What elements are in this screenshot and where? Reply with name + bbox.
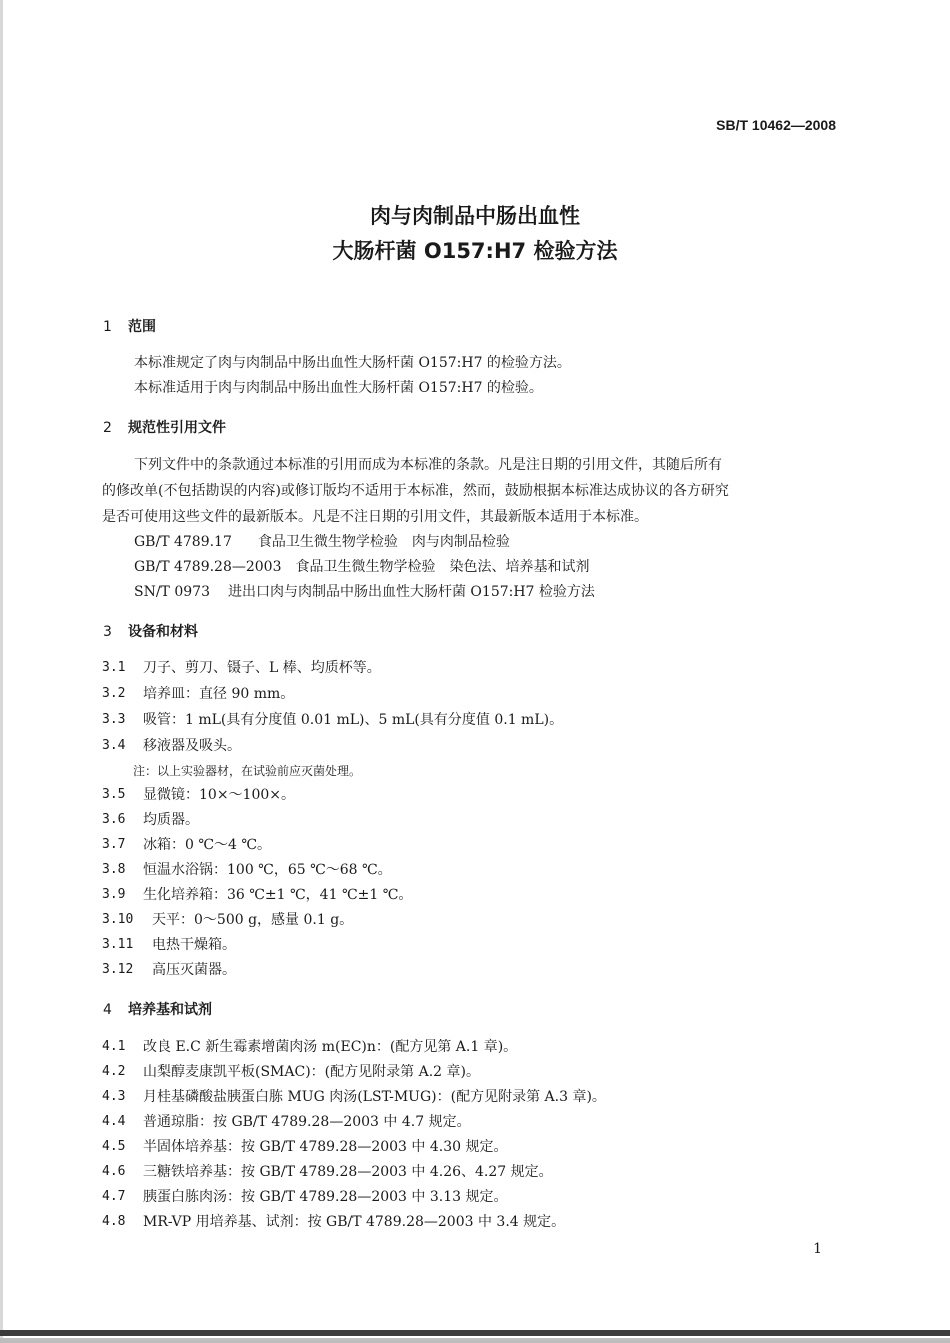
item-number: 4.4 bbox=[102, 1114, 126, 1129]
item-text: 显微镜：10×～100×。 bbox=[143, 787, 295, 803]
item-text: 培养皿：直径 90 mm。 bbox=[143, 686, 295, 702]
section-title: 设备和材料 bbox=[128, 624, 198, 640]
item-number: 4.3 bbox=[102, 1089, 126, 1104]
section-1-para-2: 本标准适用于肉与肉制品中肠出血性大肠杆菌 O157:H7 的检验。 bbox=[134, 380, 543, 396]
section-number: 2 bbox=[103, 420, 112, 436]
item-number: 3.9 bbox=[102, 887, 126, 902]
reference-title: 食品卫生微生物学检验 染色法、培养基和试剂 bbox=[295, 559, 590, 575]
item-number: 4.2 bbox=[102, 1064, 126, 1079]
title-line-1: 肉与肉制品中肠出血性 bbox=[370, 204, 580, 228]
reference-title: 进出口肉与肉制品中肠出血性大肠杆菌 O157:H7 检验方法 bbox=[227, 584, 595, 600]
item-text: MR-VP 用培养基、试剂：按 GB/T 4789.28—2003 中 3.4 规定。 bbox=[143, 1214, 566, 1230]
section-number: 3 bbox=[103, 624, 112, 640]
item-text: 恒温水浴锅：100 ℃，65 ℃～68 ℃。 bbox=[143, 862, 392, 878]
section-1-para-1: 本标准规定了肉与肉制品中肠出血性大肠杆菌 O157:H7 的检验方法。 bbox=[134, 355, 571, 371]
section-2-para-line-1: 下列文件中的条款通过本标准的引用而成为本标准的条款。凡是注日期的引用文件，其随后所有 bbox=[134, 457, 722, 473]
item-text: 半固体培养基：按 GB/T 4789.28—2003 中 4.30 规定。 bbox=[143, 1139, 508, 1155]
reference-item bbox=[0, 557, 950, 577]
section-2-para-line-3: 是否可使用这些文件的最新版本。凡是不注日期的引用文件，其最新版本适用于本标准。 bbox=[102, 509, 648, 525]
item-number: 4.7 bbox=[102, 1189, 126, 1204]
reference-code: GB/T 4789.28—2003 bbox=[134, 559, 282, 575]
page-number: 1 bbox=[813, 1241, 822, 1257]
item-number: 4.6 bbox=[102, 1164, 126, 1179]
reference-title: 食品卫生微生物学检验 肉与肉制品检验 bbox=[257, 534, 510, 550]
item-number: 4.8 bbox=[102, 1214, 126, 1229]
item-text: 电热干燥箱。 bbox=[152, 937, 236, 953]
item-text: 三糖铁培养基：按 GB/T 4789.28—2003 中 4.26、4.27 规定。 bbox=[143, 1164, 553, 1180]
item-number: 3.10 bbox=[102, 912, 134, 927]
item-text: 普通琼脂：按 GB/T 4789.28—2003 中 4.7 规定。 bbox=[143, 1114, 471, 1130]
item-text: 山梨醇麦康凯平板(SMAC)：(配方见附录第 A.2 章)。 bbox=[143, 1064, 480, 1080]
item-text: 刀子、剪刀、镊子、L 棒、均质杯等。 bbox=[143, 660, 381, 676]
reference-code: GB/T 4789.17 bbox=[134, 534, 232, 550]
item-number: 3.1 bbox=[102, 660, 126, 675]
item-number: 3.2 bbox=[102, 686, 126, 701]
item-text: 均质器。 bbox=[143, 812, 199, 828]
item-text: 生化培养箱：36 ℃±1 ℃，41 ℃±1 ℃。 bbox=[143, 887, 413, 903]
standard-code: SB/T 10462—2008 bbox=[716, 117, 836, 133]
section-number: 4 bbox=[103, 1002, 112, 1018]
section-number: 1 bbox=[103, 319, 112, 335]
item-text: 移液器及吸头。 bbox=[143, 738, 241, 754]
item-text: 天平：0～500 g，感量 0.1 g。 bbox=[152, 912, 354, 928]
item-text: 高压灭菌器。 bbox=[152, 962, 236, 978]
item-number: 3.12 bbox=[102, 962, 134, 977]
item-number: 3.6 bbox=[102, 812, 126, 827]
section-title: 范围 bbox=[128, 319, 156, 335]
reference-item bbox=[0, 582, 950, 602]
item-number: 3.11 bbox=[102, 937, 134, 952]
section-title: 规范性引用文件 bbox=[128, 420, 226, 436]
reference-code: SN/T 0973 bbox=[134, 584, 210, 600]
item-text: 月桂基磷酸盐胰蛋白胨 MUG 肉汤(LST-MUG)：(配方见附录第 A.3 章)。 bbox=[143, 1089, 606, 1105]
item-number: 3.7 bbox=[102, 837, 126, 852]
scan-bottom-edge bbox=[0, 1330, 950, 1336]
item-text: 胰蛋白胨肉汤：按 GB/T 4789.28—2003 中 3.13 规定。 bbox=[143, 1189, 508, 1205]
item-number: 3.3 bbox=[102, 712, 126, 727]
item-number: 3.5 bbox=[102, 787, 126, 802]
reference-item bbox=[0, 532, 950, 552]
item-number: 3.4 bbox=[102, 738, 126, 753]
item-text: 改良 E.C 新生霉素增菌肉汤 m(EC)n：(配方见第 A.1 章)。 bbox=[143, 1039, 518, 1055]
item-text: 吸管：1 mL(具有分度值 0.01 mL)、5 mL(具有分度值 0.1 mL)。 bbox=[143, 712, 564, 728]
item-number: 3.8 bbox=[102, 862, 126, 877]
item-number: 4.1 bbox=[102, 1039, 126, 1054]
scan-bottom-shadow bbox=[0, 1338, 950, 1343]
item-text: 冰箱：0 ℃～4 ℃。 bbox=[143, 837, 272, 853]
item-number: 4.5 bbox=[102, 1139, 126, 1154]
title-line-2: 大肠杆菌 O157:H7 检验方法 bbox=[332, 239, 618, 263]
equipment-note: 注：以上实验器材，在试验前应灭菌处理。 bbox=[133, 764, 362, 778]
section-2-para-line-2: 的修改单(不包括勘误的内容)或修订版均不适用于本标准，然而，鼓励根据本标准达成协议的各方研究 bbox=[102, 483, 729, 499]
section-title: 培养基和试剂 bbox=[128, 1002, 212, 1018]
